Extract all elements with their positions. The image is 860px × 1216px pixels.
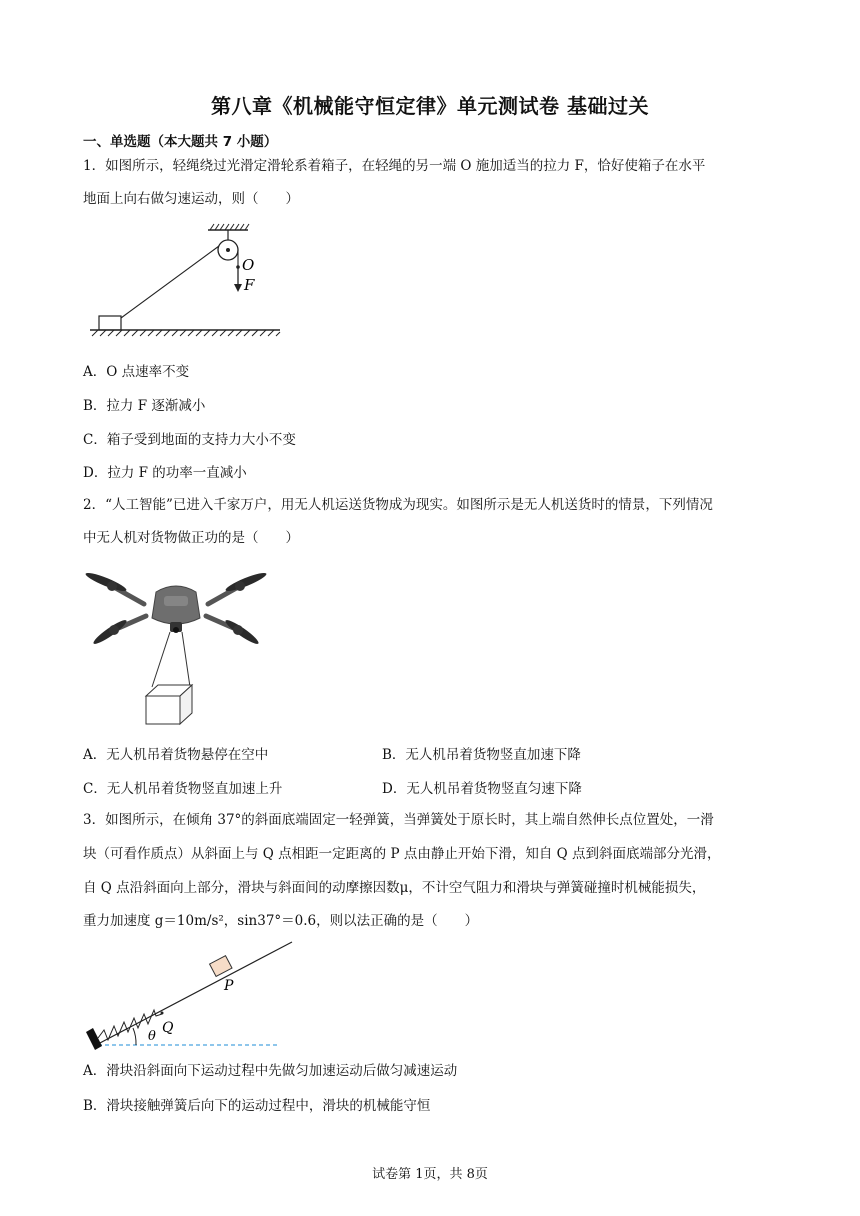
incline-spring-figure (84, 936, 296, 1050)
q3-line-3: 自 Q 点沿斜面向上部分，滑块与斜面间的动摩擦因数μ，不计空气阻力和滑块与弹簧碰撞时机械能损失， (83, 880, 706, 896)
section-heading: 一、单选题（本大题共 7 小题） (83, 134, 278, 150)
label-theta: θ (148, 1029, 156, 1044)
q3-line-1: 3．如图所示，在倾角 37°的斜面底端固定一轻弹簧，当弹簧处于原长时，其上端自然伸长点位置处，一滑 (83, 812, 714, 828)
label-Q: Q (162, 1020, 174, 1036)
q3-line-2: 块（可看作质点）从斜面上与 Q 点相距一定距离的 P 点由静止开始下滑，知自 Q 点到斜面底端部分光滑， (83, 846, 721, 862)
q1-option-a: A．O 点速率不变 (83, 364, 190, 380)
q1-option-c: C．箱子受到地面的支持力大小不变 (83, 432, 296, 448)
q2-option-a: A．无人机吊着货物悬停在空中 (83, 747, 269, 763)
drone-figure (84, 566, 274, 728)
q1-option-b: B．拉力 F 逐渐减小 (83, 398, 206, 414)
q2-option-b: B．无人机吊着货物竖直加速下降 (382, 747, 581, 763)
label-P: P (224, 978, 234, 994)
label-O: O (242, 256, 255, 274)
page-title: 第八章《机械能守恒定律》单元测试卷 基础过关 (211, 94, 649, 118)
q2-line-1: 2．“人工智能”已进入千家万户，用无人机运送货物成为现实。如图所示是无人机送货时的情景，下列情况 (83, 497, 713, 513)
q1-option-d: D．拉力 F 的功率一直减小 (83, 465, 247, 481)
page-footer: 试卷第 1页，共 8页 (372, 1167, 488, 1182)
label-F: F (244, 276, 255, 294)
q2-option-c: C．无人机吊着货物竖直加速上升 (83, 781, 283, 797)
q1-line-1: 1．如图所示，轻绳绕过光滑定滑轮系着箱子，在轻绳的另一端 O 施加适当的拉力 F，恰好使箱子在水平 (83, 158, 706, 174)
q2-option-d: D．无人机吊着货物竖直匀速下降 (382, 781, 582, 797)
q3-line-4: 重力加速度 g＝10m/s²，sin37°＝0.6，则以法正确的是（ ） (83, 913, 479, 929)
q1-line-2: 地面上向右做匀速运动，则（ ） (83, 191, 299, 207)
q3-option-a: A．滑块沿斜面向下运动过程中先做匀加速运动后做匀减速运动 (83, 1063, 458, 1079)
q3-option-b: B．滑块接触弹簧后向下的运动过程中，滑块的机械能守恒 (83, 1098, 431, 1114)
pulley-box-figure (88, 222, 288, 344)
q2-line-2: 中无人机对货物做正功的是（ ） (83, 530, 299, 546)
